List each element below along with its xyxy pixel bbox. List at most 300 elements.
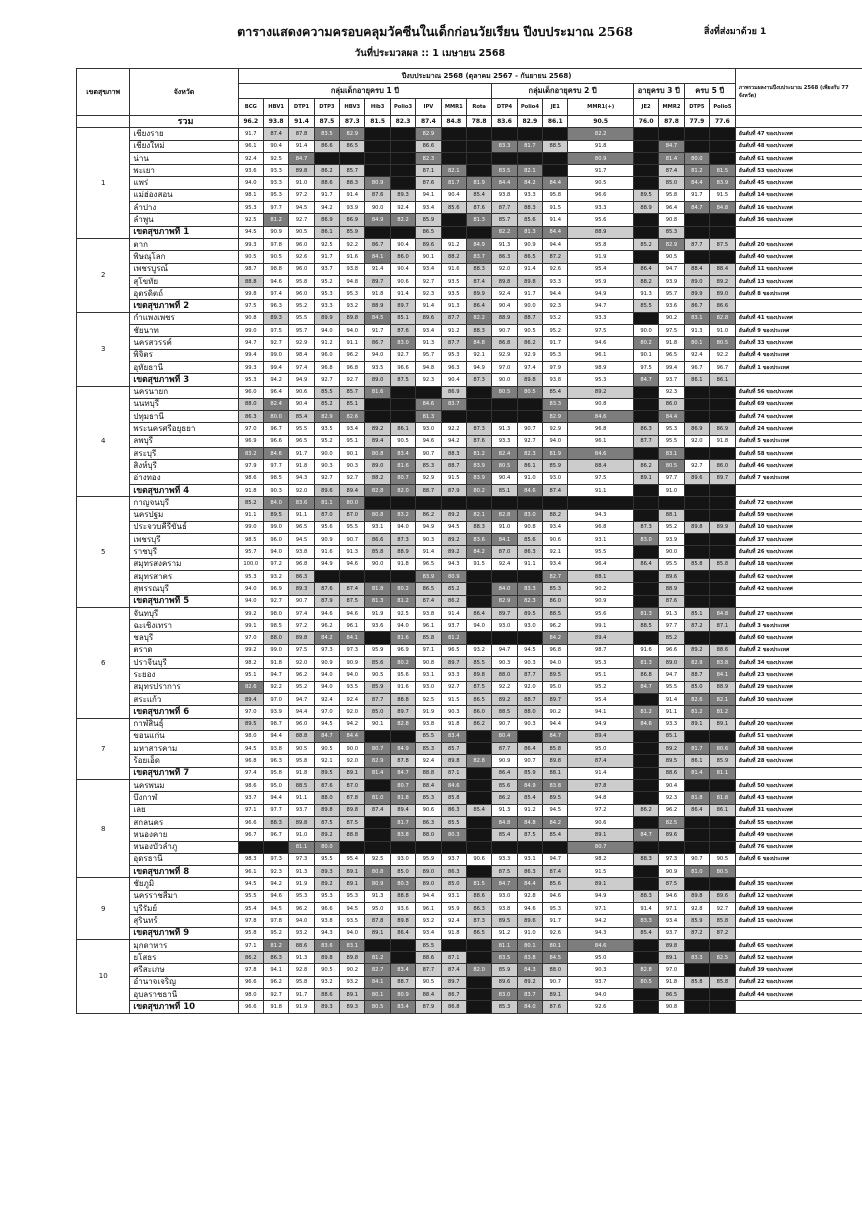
coverage-value: 87.3: [466, 423, 491, 435]
coverage-value: [390, 398, 415, 410]
coverage-value: 98.9: [568, 361, 633, 373]
coverage-value: 92.7: [517, 435, 542, 447]
coverage-value: 93.3: [263, 165, 288, 177]
vaccine-header: IPV: [416, 99, 441, 116]
coverage-value: 88.1: [659, 509, 684, 521]
coverage-value: 94.7: [568, 300, 633, 312]
coverage-value: 91.8: [289, 460, 314, 472]
coverage-value: 86.7: [441, 989, 466, 1001]
coverage-value: [517, 411, 542, 423]
national-rank: อันดับที่ 45 ของประเทศ: [735, 177, 862, 189]
coverage-value: 82.9: [492, 595, 517, 607]
coverage-value: 83.1: [340, 939, 365, 951]
coverage-value: 89.4: [340, 484, 365, 496]
coverage-value: 84.4: [543, 177, 568, 189]
coverage-value: 85.4: [543, 829, 568, 841]
coverage-value: 95.6: [568, 214, 633, 226]
coverage-value: 84.8: [710, 202, 736, 214]
coverage-value: 90.9: [492, 755, 517, 767]
vaccine-header: DTP5: [684, 99, 709, 116]
province-row: [77, 448, 862, 460]
province-row: [77, 361, 862, 373]
coverage-value: 95.7: [416, 349, 441, 361]
coverage-value: 96.6: [238, 976, 263, 988]
coverage-value: [390, 152, 415, 164]
coverage-value: 94.9: [568, 718, 633, 730]
coverage-value: 94.0: [568, 989, 633, 1001]
coverage-value: [633, 570, 658, 582]
national-rank: อันดับที่ 9 ของประเทศ: [735, 325, 862, 337]
coverage-value: 94.6: [659, 890, 684, 902]
coverage-value: 82.3: [517, 448, 542, 460]
coverage-value: 96.7: [684, 361, 709, 373]
province-row: [77, 251, 862, 263]
province-name: พิจิตร: [130, 349, 238, 361]
province-row: [77, 816, 862, 828]
coverage-value: 89.8: [684, 890, 709, 902]
coverage-value: [684, 214, 709, 226]
coverage-value: 93.8: [314, 915, 339, 927]
coverage-value: [684, 140, 709, 152]
coverage-value: [710, 964, 736, 976]
coverage-value: 80.9: [568, 152, 633, 164]
coverage-value: [710, 878, 736, 890]
coverage-value: 91.8: [289, 767, 314, 779]
coverage-value: 86.5: [659, 989, 684, 1001]
coverage-value: 94.8: [568, 792, 633, 804]
province-name: พิษณุโลก: [130, 251, 238, 263]
coverage-value: 80.5: [517, 386, 542, 398]
coverage-value: 92.0: [517, 681, 542, 693]
national-rank: [735, 484, 862, 496]
coverage-value: 97.2: [289, 620, 314, 632]
coverage-value: 84.6: [568, 939, 633, 951]
coverage-value: 94.0: [314, 325, 339, 337]
coverage-value: 92.5: [263, 152, 288, 164]
coverage-value: 81.3: [365, 595, 390, 607]
coverage-value: [466, 583, 491, 595]
coverage-value: 81.3: [517, 226, 542, 238]
coverage-value: 90.5: [710, 853, 736, 865]
coverage-value: 92.3: [659, 386, 684, 398]
coverage-value: 90.6: [466, 853, 491, 865]
coverage-value: 84.7: [492, 878, 517, 890]
coverage-value: 92.4: [314, 693, 339, 705]
coverage-value: 90.8: [568, 398, 633, 410]
coverage-value: 96.9: [263, 583, 288, 595]
coverage-value: 87.1: [441, 767, 466, 779]
coverage-value: 88.3: [466, 521, 491, 533]
coverage-value: 88.0: [314, 792, 339, 804]
coverage-value: 89.9: [684, 288, 709, 300]
coverage-value: 77.9: [684, 116, 709, 128]
coverage-value: 94.1: [568, 706, 633, 718]
coverage-value: 82.0: [390, 484, 415, 496]
coverage-value: 85.2: [314, 398, 339, 410]
coverage-value: [684, 780, 709, 792]
coverage-value: 86.0: [710, 460, 736, 472]
coverage-value: 93.8: [289, 546, 314, 558]
coverage-value: 95.4: [238, 903, 263, 915]
coverage-value: 95.7: [289, 325, 314, 337]
coverage-value: 90.4: [492, 472, 517, 484]
coverage-value: 88.0: [263, 632, 288, 644]
coverage-value: 81.2: [466, 448, 491, 460]
coverage-value: 89.8: [492, 275, 517, 287]
coverage-value: 88.6: [466, 890, 491, 902]
coverage-value: 90.5: [390, 435, 415, 447]
coverage-value: 92.2: [441, 423, 466, 435]
coverage-value: 95.8: [289, 976, 314, 988]
coverage-value: [710, 841, 736, 853]
coverage-value: 93.9: [659, 534, 684, 546]
coverage-value: 84.8: [441, 116, 466, 128]
coverage-value: 96.1: [238, 866, 263, 878]
coverage-value: 92.9: [543, 423, 568, 435]
coverage-value: 81.3: [416, 411, 441, 423]
coverage-value: 90.4: [659, 780, 684, 792]
coverage-value: 86.2: [492, 792, 517, 804]
coverage-value: 96.6: [263, 435, 288, 447]
coverage-value: 89.8: [340, 804, 365, 816]
coverage-value: 94.0: [238, 583, 263, 595]
coverage-value: 91.3: [492, 804, 517, 816]
coverage-value: 84.8: [517, 816, 542, 828]
coverage-value: [710, 386, 736, 398]
coverage-value: 89.2: [365, 423, 390, 435]
coverage-value: 86.3: [238, 411, 263, 423]
coverage-value: 86.3: [466, 903, 491, 915]
vaccine-header: Hib3: [365, 99, 390, 116]
coverage-value: 91.4: [416, 546, 441, 558]
coverage-value: 94.9: [568, 890, 633, 902]
coverage-value: 85.8: [684, 976, 709, 988]
coverage-value: 98.5: [238, 534, 263, 546]
coverage-value: 88.7: [390, 976, 415, 988]
coverage-value: 93.3: [263, 177, 288, 189]
coverage-value: 93.7: [441, 853, 466, 865]
coverage-value: 98.7: [568, 644, 633, 656]
coverage-value: 85.3: [416, 792, 441, 804]
coverage-value: [492, 152, 517, 164]
coverage-value: 82.6: [684, 693, 709, 705]
coverage-value: [633, 767, 658, 779]
coverage-value: 97.5: [238, 300, 263, 312]
coverage-value: [710, 214, 736, 226]
coverage-value: [466, 767, 491, 779]
coverage-value: 87.9: [314, 595, 339, 607]
coverage-value: 82.2: [492, 226, 517, 238]
coverage-value: [517, 841, 542, 853]
coverage-value: 89.4: [238, 693, 263, 705]
coverage-value: 98.4: [289, 349, 314, 361]
coverage-value: [390, 939, 415, 951]
coverage-value: 87.2: [710, 927, 736, 939]
coverage-value: 90.6: [416, 804, 441, 816]
coverage-value: [710, 509, 736, 521]
coverage-value: 90.5: [568, 116, 633, 128]
coverage-value: [710, 583, 736, 595]
coverage-value: 96.5: [441, 644, 466, 656]
national-rank: [735, 866, 862, 878]
coverage-value: 99.0: [263, 349, 288, 361]
coverage-value: 81.6: [390, 460, 415, 472]
coverage-value: 96.6: [390, 361, 415, 373]
coverage-value: [659, 128, 684, 140]
coverage-value: 94.7: [659, 263, 684, 275]
coverage-value: 91.3: [441, 300, 466, 312]
coverage-value: [263, 841, 288, 853]
coverage-value: 90.4: [441, 374, 466, 386]
province-row: [77, 829, 862, 841]
coverage-value: [710, 226, 736, 238]
province-name: อ่างทอง: [130, 472, 238, 484]
coverage-value: 94.0: [543, 435, 568, 447]
coverage-value: [365, 165, 390, 177]
coverage-value: [416, 497, 441, 509]
coverage-value: 92.7: [441, 681, 466, 693]
coverage-value: 89.5: [263, 509, 288, 521]
coverage-value: 91.2: [441, 325, 466, 337]
coverage-value: 80.1: [517, 939, 542, 951]
coverage-value: 91.1: [289, 509, 314, 521]
coverage-value: [659, 497, 684, 509]
coverage-value: 93.4: [659, 915, 684, 927]
coverage-value: 95.8: [659, 189, 684, 201]
coverage-value: 89.8: [441, 755, 466, 767]
coverage-value: 85.2: [633, 238, 658, 250]
coverage-value: 94.5: [238, 743, 263, 755]
coverage-value: 94.4: [543, 238, 568, 250]
coverage-value: 92.7: [314, 374, 339, 386]
coverage-value: 83.4: [390, 964, 415, 976]
coverage-value: 99.4: [659, 361, 684, 373]
coverage-value: 86.0: [659, 398, 684, 410]
coverage-value: 95.5: [659, 558, 684, 570]
coverage-value: 93.3: [568, 202, 633, 214]
coverage-value: 83.0: [633, 534, 658, 546]
coverage-value: [365, 398, 390, 410]
coverage-value: 85.0: [684, 681, 709, 693]
coverage-value: [365, 841, 390, 853]
coverage-value: 95.8: [543, 189, 568, 201]
coverage-value: 85.9: [340, 226, 365, 238]
coverage-value: 93.8: [543, 374, 568, 386]
coverage-value: 87.0: [314, 509, 339, 521]
coverage-value: 93.7: [238, 792, 263, 804]
coverage-value: 87.0: [340, 509, 365, 521]
coverage-value: [633, 448, 658, 460]
coverage-value: 99.4: [263, 361, 288, 373]
coverage-value: 85.9: [684, 915, 709, 927]
coverage-value: 83.4: [390, 448, 415, 460]
coverage-value: 82.8: [466, 755, 491, 767]
coverage-value: 90.3: [441, 706, 466, 718]
province-name: แม่ฮ่องสอน: [130, 189, 238, 201]
coverage-value: 98.6: [238, 472, 263, 484]
coverage-value: [466, 743, 491, 755]
province-name: พะเยา: [130, 165, 238, 177]
vaccine-header: HBV3: [340, 99, 365, 116]
coverage-value: 89.8: [517, 374, 542, 386]
province-row: [77, 780, 862, 792]
coverage-value: [710, 546, 736, 558]
coverage-value: 91.0: [710, 325, 736, 337]
coverage-value: [492, 632, 517, 644]
coverage-value: 92.8: [289, 964, 314, 976]
coverage-value: 87.6: [466, 202, 491, 214]
coverage-value: 94.5: [543, 804, 568, 816]
coverage-value: 90.3: [568, 964, 633, 976]
coverage-value: 82.6: [238, 681, 263, 693]
coverage-value: 91.3: [365, 890, 390, 902]
coverage-value: 86.2: [441, 595, 466, 607]
coverage-value: 82.9: [659, 238, 684, 250]
coverage-value: 85.5: [441, 816, 466, 828]
coverage-value: 90.1: [416, 251, 441, 263]
coverage-value: 84.7: [684, 202, 709, 214]
coverage-value: 80.5: [492, 460, 517, 472]
coverage-value: 94.2: [314, 202, 339, 214]
zone-header: เขตสุขภาพ: [77, 69, 130, 116]
coverage-value: 81.2: [441, 632, 466, 644]
coverage-value: 90.8: [517, 521, 542, 533]
coverage-value: 80.3: [441, 829, 466, 841]
coverage-value: 80.8: [365, 448, 390, 460]
coverage-value: 96.2: [314, 620, 339, 632]
coverage-value: 86.2: [633, 460, 658, 472]
coverage-value: [517, 152, 542, 164]
coverage-value: 86.3: [517, 866, 542, 878]
coverage-value: 81.1: [314, 497, 339, 509]
coverage-value: [684, 546, 709, 558]
coverage-value: 88.1: [568, 570, 633, 582]
coverage-value: 89.2: [659, 743, 684, 755]
coverage-value: [390, 411, 415, 423]
coverage-value: 92.0: [492, 263, 517, 275]
coverage-value: 85.8: [684, 558, 709, 570]
coverage-value: 94.0: [263, 546, 288, 558]
coverage-value: 93.2: [263, 570, 288, 582]
coverage-value: 90.2: [659, 312, 684, 324]
vaccine-header: JE1: [543, 99, 568, 116]
coverage-value: 89.4: [568, 632, 633, 644]
coverage-value: 81.3: [633, 607, 658, 619]
coverage-value: 89.6: [314, 484, 339, 496]
coverage-value: 88.9: [492, 312, 517, 324]
province-row: [77, 804, 862, 816]
coverage-value: 82.3: [517, 595, 542, 607]
coverage-value: 96.0: [289, 238, 314, 250]
coverage-value: 92.7: [390, 349, 415, 361]
coverage-value: 86.6: [314, 140, 339, 152]
zone-summary-row: [77, 484, 862, 496]
zone-summary-label: เขตสุขภาพที่ 8: [130, 866, 238, 878]
coverage-value: [466, 128, 491, 140]
coverage-value: [684, 398, 709, 410]
zone-number: 6: [77, 607, 130, 718]
coverage-value: 96.8: [543, 644, 568, 656]
coverage-value: 89.1: [568, 878, 633, 890]
coverage-value: 84.8: [466, 337, 491, 349]
coverage-value: 87.2: [684, 620, 709, 632]
coverage-value: 85.4: [289, 411, 314, 423]
coverage-value: 94.0: [340, 927, 365, 939]
coverage-value: 91.3: [492, 423, 517, 435]
province-name: พระนครศรีอยุธยา: [130, 423, 238, 435]
national-rank: [735, 595, 862, 607]
province-row: [77, 238, 862, 250]
national-rank: อันดับที่ 56 ของประเทศ: [735, 386, 862, 398]
coverage-value: 88.0: [416, 829, 441, 841]
coverage-value: 97.1: [238, 804, 263, 816]
coverage-value: [633, 509, 658, 521]
coverage-value: 96.6: [568, 189, 633, 201]
zone-number: 4: [77, 386, 130, 497]
coverage-value: [365, 497, 390, 509]
province-row: [77, 964, 862, 976]
national-rank: อันดับที่ 23 ของประเทศ: [735, 669, 862, 681]
coverage-value: 97.1: [659, 903, 684, 915]
coverage-value: 90.8: [659, 1001, 684, 1013]
coverage-value: [684, 534, 709, 546]
total-zone-cell: [77, 116, 130, 128]
coverage-value: 85.1: [340, 398, 365, 410]
coverage-value: 95.2: [289, 300, 314, 312]
province-row: [77, 325, 862, 337]
zone-summary-label: เขตสุขภาพที่ 7: [130, 767, 238, 779]
coverage-value: 89.8: [543, 755, 568, 767]
coverage-value: 84.2: [466, 546, 491, 558]
coverage-value: 97.3: [340, 644, 365, 656]
coverage-value: [441, 128, 466, 140]
coverage-value: 90.0: [633, 325, 658, 337]
coverage-value: 84.7: [633, 829, 658, 841]
coverage-value: 87.5: [659, 878, 684, 890]
coverage-value: 82.3: [416, 152, 441, 164]
coverage-value: 85.9: [543, 460, 568, 472]
coverage-value: 82.8: [390, 718, 415, 730]
coverage-value: 95.5: [659, 435, 684, 447]
coverage-value: 87.7: [441, 312, 466, 324]
coverage-value: 93.2: [314, 976, 339, 988]
coverage-value: 82.4: [263, 398, 288, 410]
coverage-value: 95.5: [568, 546, 633, 558]
coverage-value: 84.6: [568, 448, 633, 460]
coverage-value: 95.0: [568, 952, 633, 964]
coverage-value: 97.0: [238, 423, 263, 435]
national-rank: อันดับที่ 44 ของประเทศ: [735, 989, 862, 1001]
coverage-value: 82.8: [365, 484, 390, 496]
coverage-value: [466, 570, 491, 582]
coverage-value: [568, 497, 633, 509]
coverage-value: 94.5: [289, 202, 314, 214]
province-name: อุทัยธานี: [130, 361, 238, 373]
coverage-value: 81.2: [684, 706, 709, 718]
national-rank: [735, 226, 862, 238]
coverage-value: 91.9: [416, 706, 441, 718]
coverage-value: 95.5: [289, 423, 314, 435]
coverage-value: 94.7: [238, 337, 263, 349]
coverage-value: 96.5: [289, 521, 314, 533]
national-rank: อันดับที่ 76 ของประเทศ: [735, 841, 862, 853]
coverage-value: 97.3: [659, 853, 684, 865]
coverage-value: 99.4: [238, 349, 263, 361]
coverage-value: 87.4: [263, 128, 288, 140]
coverage-value: 86.9: [441, 386, 466, 398]
coverage-value: 97.7: [659, 472, 684, 484]
coverage-value: 89.6: [416, 238, 441, 250]
